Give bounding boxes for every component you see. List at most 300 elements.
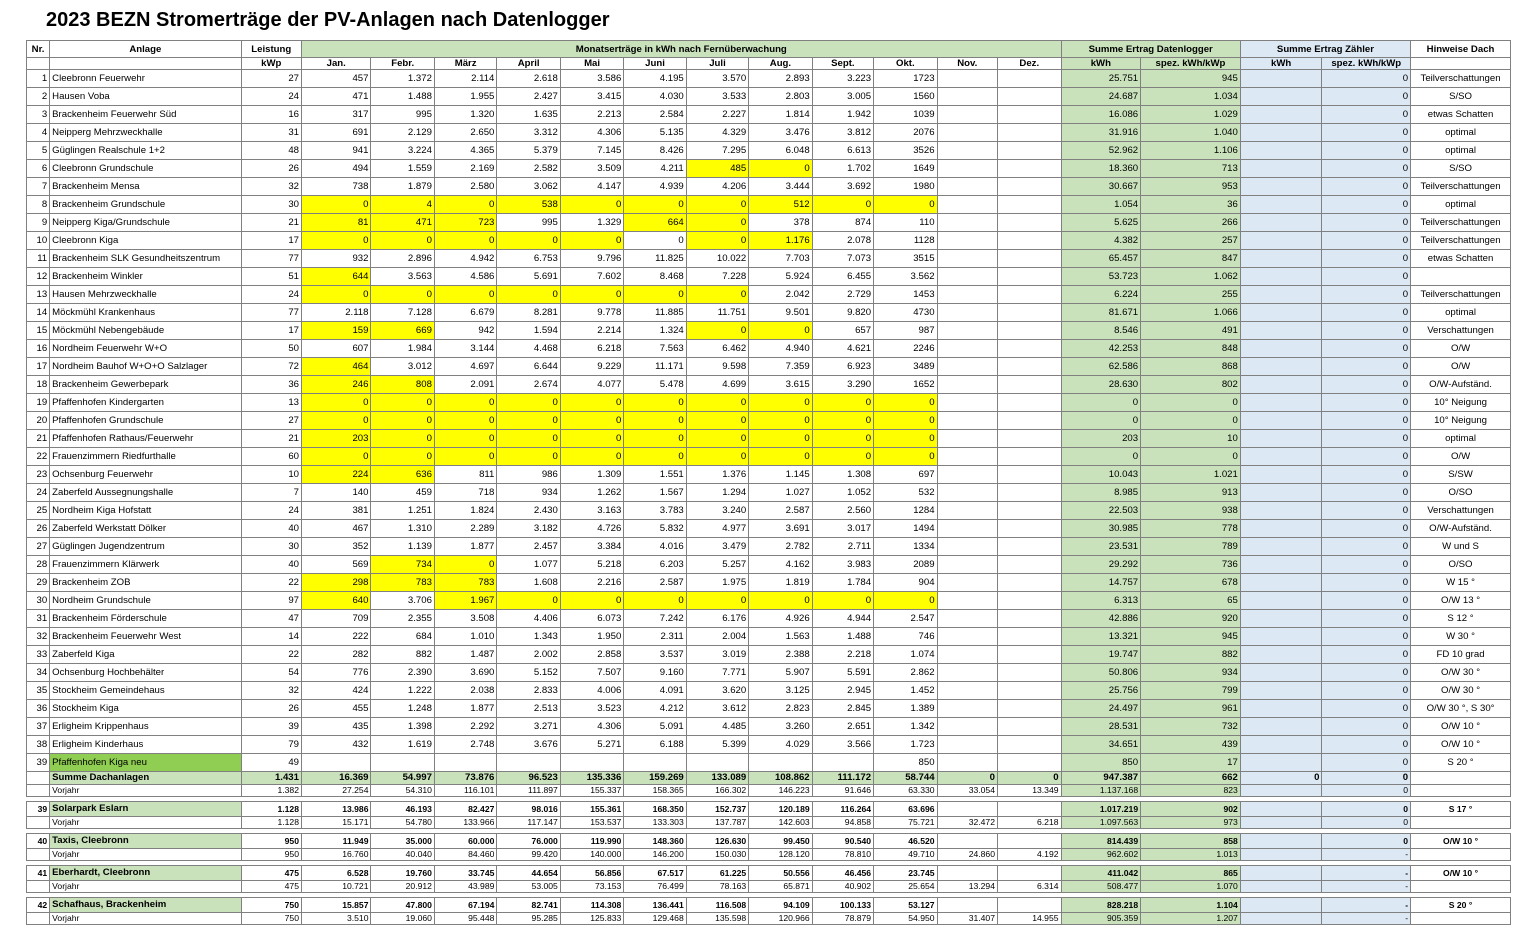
month-value: 82.741 — [497, 898, 560, 913]
sum-meter-kwh — [1240, 538, 1322, 556]
month-value — [997, 286, 1061, 304]
sum-meter-kwh — [1240, 802, 1322, 817]
row-nr: 34 — [27, 664, 50, 682]
month-value: 783 — [371, 574, 434, 592]
month-value: 14.955 — [997, 913, 1061, 925]
table-row — [27, 448, 1511, 466]
month-value: 116.101 — [434, 785, 496, 797]
month-value: 5.257 — [686, 556, 748, 574]
month-value: 1.329 — [560, 214, 623, 232]
roof-note: O/SO — [1411, 556, 1511, 574]
sum-meter-spez: 0 — [1322, 466, 1411, 484]
month-value: 4.091 — [624, 682, 686, 700]
table-row — [27, 358, 1511, 376]
month-value: 13.294 — [937, 881, 997, 893]
month-value: 6.073 — [560, 610, 623, 628]
month-value: 2.803 — [749, 88, 812, 106]
month-value: 0 — [560, 286, 623, 304]
month-value: 11.751 — [686, 304, 748, 322]
month-value: 4.977 — [686, 520, 748, 538]
sum-logger-spez: 1.104 — [1141, 898, 1241, 913]
plant-name: Nordheim Kiga Hofstatt — [50, 502, 241, 520]
month-value: 6.188 — [624, 736, 686, 754]
month-value: 1.635 — [497, 106, 560, 124]
roof-note: Verschattungen — [1411, 502, 1511, 520]
roof-note: optimal — [1411, 304, 1511, 322]
month-value: 3.509 — [560, 160, 623, 178]
month-value: 2.896 — [371, 250, 434, 268]
sum-logger-spez: 713 — [1141, 160, 1241, 178]
sum-meter-kwh — [1240, 834, 1322, 849]
month-value: 640 — [301, 592, 371, 610]
month-value: 5.271 — [560, 736, 623, 754]
plant-name: Frauenzimmern Klärwerk — [50, 556, 241, 574]
sum-logger-spez: 973 — [1141, 817, 1241, 829]
month-value: 0 — [686, 214, 748, 232]
table-row — [27, 394, 1511, 412]
sum-meter-spez: 0 — [1322, 70, 1411, 88]
plant-kwp: 77 — [241, 250, 301, 268]
plant-name: Frauenzimmern Riedfurthalle — [50, 448, 241, 466]
month-value: 46.193 — [371, 802, 434, 817]
month-value: 3.476 — [749, 124, 812, 142]
month-value: 4.016 — [624, 538, 686, 556]
plant-name: Eberhardt, Cleebronn — [50, 866, 241, 881]
month-value: 35.000 — [371, 834, 434, 849]
month-value — [937, 664, 997, 682]
month-value: 2.004 — [686, 628, 748, 646]
month-value: 3.290 — [812, 376, 873, 394]
month-value: 1.942 — [812, 106, 873, 124]
row-nr: 2 — [27, 88, 50, 106]
month-value: 882 — [371, 646, 434, 664]
month-value: 709 — [301, 610, 371, 628]
plant-kwp: 950 — [241, 834, 301, 849]
month-value: 1.488 — [812, 628, 873, 646]
sum-logger-spez: 0 — [1141, 394, 1241, 412]
month-value: 0 — [686, 322, 748, 340]
month-value — [997, 592, 1061, 610]
month-value: 9.820 — [812, 304, 873, 322]
sum-logger-spez: 1.040 — [1141, 124, 1241, 142]
roof-note: O/W 30 ° — [1411, 664, 1511, 682]
month-value: 5.691 — [497, 268, 560, 286]
sum-meter-spez: 0 — [1322, 232, 1411, 250]
month-value: 116.264 — [812, 802, 873, 817]
sum-logger-spez: 953 — [1141, 178, 1241, 196]
month-value: 3.271 — [497, 718, 560, 736]
sum-logger-spez: 662 — [1141, 772, 1241, 785]
month-value: 140 — [301, 484, 371, 502]
table-row — [27, 160, 1511, 178]
month-value — [937, 430, 997, 448]
sum-logger-spez: 0 — [1141, 448, 1241, 466]
month-value — [937, 898, 997, 913]
month-value: 2.213 — [560, 106, 623, 124]
month-value: 995 — [371, 106, 434, 124]
month-value — [937, 802, 997, 817]
sum-logger-spez: 847 — [1141, 250, 1241, 268]
sum-meter-kwh — [1240, 484, 1322, 502]
month-value: 1.814 — [749, 106, 812, 124]
plant-name: Brackenheim Gewerbepark — [50, 376, 241, 394]
month-value: 1.594 — [497, 322, 560, 340]
plant-kwp: 30 — [241, 538, 301, 556]
month-value: 4.485 — [686, 718, 748, 736]
sum-logger-spez: 778 — [1141, 520, 1241, 538]
month-value: 95.448 — [434, 913, 496, 925]
hinweise-header: Hinweise Dach — [1411, 41, 1511, 58]
month-value — [937, 322, 997, 340]
month-value — [937, 70, 997, 88]
plant-kwp: 26 — [241, 700, 301, 718]
sum-logger-header: Summe Ertrag Datenlogger — [1061, 41, 1240, 58]
month-value — [434, 754, 496, 772]
month-value — [997, 124, 1061, 142]
sum-logger-kwh: 62.586 — [1061, 358, 1141, 376]
month-value: 27.254 — [301, 785, 371, 797]
month-value: 1.559 — [371, 160, 434, 178]
month-header-4: Mai — [560, 58, 623, 70]
month-value: 2.584 — [624, 106, 686, 124]
month-value: 49.710 — [874, 849, 937, 861]
sum-meter-kwh — [1240, 340, 1322, 358]
plant-kwp: 30 — [241, 196, 301, 214]
month-value: 2.893 — [749, 70, 812, 88]
sum-logger-spez: 65 — [1141, 592, 1241, 610]
month-value: 146.200 — [624, 849, 686, 861]
row-nr: 7 — [27, 178, 50, 196]
month-value: 4.726 — [560, 520, 623, 538]
plant-kwp: 17 — [241, 322, 301, 340]
month-value: 1.975 — [686, 574, 748, 592]
month-value: 0 — [624, 196, 686, 214]
roof-note: S 20 ° — [1411, 754, 1511, 772]
plant-kwp: 27 — [241, 70, 301, 88]
month-value: 3.224 — [371, 142, 434, 160]
month-value: 1.027 — [749, 484, 812, 502]
month-value: 2.214 — [560, 322, 623, 340]
header-row-2 — [27, 58, 1511, 70]
roof-note: W und S — [1411, 538, 1511, 556]
month-value — [997, 340, 1061, 358]
month-value: 532 — [874, 484, 937, 502]
month-value: 0 — [497, 430, 560, 448]
month-value: 435 — [301, 718, 371, 736]
plant-name: Cleebronn Feuerwehr — [50, 70, 241, 88]
month-value: 1560 — [874, 88, 937, 106]
sum-logger-spez: 1.062 — [1141, 268, 1241, 286]
roof-note: O/W 13 ° — [1411, 592, 1511, 610]
month-value: 142.603 — [749, 817, 812, 829]
sum-meter-kwh — [1240, 358, 1322, 376]
roof-note: S 17 ° — [1411, 802, 1511, 817]
sum-logger-kwh: 24.497 — [1061, 700, 1141, 718]
month-value: 467 — [301, 520, 371, 538]
sum-meter-kwh — [1240, 502, 1322, 520]
month-value: 4 — [371, 196, 434, 214]
month-value: 75.721 — [874, 817, 937, 829]
month-value: 6.218 — [997, 817, 1061, 829]
row-nr: 37 — [27, 718, 50, 736]
month-value: 3.384 — [560, 538, 623, 556]
plant-name: Brackenheim Mensa — [50, 178, 241, 196]
month-value — [937, 304, 997, 322]
plant-kwp: 22 — [241, 574, 301, 592]
sum-meter-spez: 0 — [1322, 196, 1411, 214]
month-value — [371, 754, 434, 772]
month-value: 4.942 — [434, 250, 496, 268]
month-value: 2.862 — [874, 664, 937, 682]
month-value: 6.644 — [497, 358, 560, 376]
table-row — [27, 610, 1511, 628]
month-value: 1494 — [874, 520, 937, 538]
month-value: 76.000 — [497, 834, 560, 849]
month-value: 986 — [497, 466, 560, 484]
month-value: 0 — [812, 448, 873, 466]
month-value — [937, 610, 997, 628]
month-value: 3.537 — [624, 646, 686, 664]
month-value: 129.468 — [624, 913, 686, 925]
sum-logger-spez: 920 — [1141, 610, 1241, 628]
sum-logger-kwh: 1.017.219 — [1061, 802, 1141, 817]
month-value — [997, 484, 1061, 502]
sum-meter-kwh — [1240, 394, 1322, 412]
month-value: 5.832 — [624, 520, 686, 538]
sum-meter-spez: 0 — [1322, 376, 1411, 394]
month-header-9: Okt. — [874, 58, 937, 70]
plant-name: Brackenheim ZOB — [50, 574, 241, 592]
roof-note: S/SW — [1411, 466, 1511, 484]
month-value — [997, 754, 1061, 772]
row-nr: 33 — [27, 646, 50, 664]
sum-logger-kwh: 850 — [1061, 754, 1141, 772]
month-value: 54.780 — [371, 817, 434, 829]
plant-kwp: 60 — [241, 448, 301, 466]
month-value: 746 — [874, 628, 937, 646]
row-nr: 42 — [27, 898, 50, 913]
table-row — [27, 538, 1511, 556]
month-value: 738 — [301, 178, 371, 196]
month-value: 54.950 — [874, 913, 937, 925]
month-value: 0 — [749, 394, 812, 412]
sum-meter-spez: 0 — [1322, 340, 1411, 358]
month-value: 3.812 — [812, 124, 873, 142]
month-value — [812, 754, 873, 772]
month-value: 2.513 — [497, 700, 560, 718]
sum-meter-kwh — [1240, 268, 1322, 286]
roof-note: O/SO — [1411, 484, 1511, 502]
month-value: 459 — [371, 484, 434, 502]
month-value: 2.042 — [749, 286, 812, 304]
roof-note — [1411, 817, 1511, 829]
month-value — [997, 250, 1061, 268]
month-value: 7.242 — [624, 610, 686, 628]
plant-name: Brackenheim Feuerwehr Süd — [50, 106, 241, 124]
month-value: 6.314 — [997, 881, 1061, 893]
sum-logger-kwh: 0 — [1061, 412, 1141, 430]
roof-note: W 30 ° — [1411, 628, 1511, 646]
sum-logger-spez: 802 — [1141, 376, 1241, 394]
month-value: 140.000 — [560, 849, 623, 861]
sum-meter-spez: 0 — [1322, 448, 1411, 466]
sum-meter-kwh — [1240, 849, 1322, 861]
plant-kwp: 1.382 — [241, 785, 301, 797]
sum-meter-kwh — [1240, 250, 1322, 268]
plant-name: Solarpark Eslarn — [50, 802, 241, 817]
month-value: 0 — [497, 286, 560, 304]
month-value: 146.223 — [749, 785, 812, 797]
month-value: 5.379 — [497, 142, 560, 160]
month-value: 7.563 — [624, 340, 686, 358]
month-value: 81 — [301, 214, 371, 232]
sum-logger-kwh: 25.751 — [1061, 70, 1141, 88]
row-nr: 27 — [27, 538, 50, 556]
table-row — [27, 754, 1511, 772]
month-value: 1.052 — [812, 484, 873, 502]
month-value: 4.939 — [624, 178, 686, 196]
plant-name: Stockheim Kiga — [50, 700, 241, 718]
month-value: 2.216 — [560, 574, 623, 592]
page-title: 2023 BEZN Stromerträge der PV-Anlagen nach Datenlogger — [46, 9, 610, 31]
sum-logger-kwh: 14.757 — [1061, 574, 1141, 592]
sum-meter-spez: 0 — [1322, 268, 1411, 286]
month-value: 4.468 — [497, 340, 560, 358]
month-value: 4.306 — [560, 124, 623, 142]
month-value: 8.468 — [624, 268, 686, 286]
sum-logger-kwh: 203 — [1061, 430, 1141, 448]
month-value — [937, 538, 997, 556]
sum-logger-kwh: 10.043 — [1061, 466, 1141, 484]
month-value: 850 — [874, 754, 937, 772]
month-value: 8.426 — [624, 142, 686, 160]
sum-logger-kwh: 81.671 — [1061, 304, 1141, 322]
plant-name: Vorjahr — [50, 849, 241, 861]
sum-logger-kwh: 65.457 — [1061, 250, 1141, 268]
park-prev-row — [27, 881, 1511, 893]
month-value: 224 — [301, 466, 371, 484]
month-value: 135.336 — [560, 772, 623, 785]
month-value: 3526 — [874, 142, 937, 160]
month-value: 1.984 — [371, 340, 434, 358]
month-value: 4.077 — [560, 376, 623, 394]
month-value: 5.399 — [686, 736, 748, 754]
roof-note: O/W 10 ° — [1411, 834, 1511, 849]
month-value: 4.147 — [560, 178, 623, 196]
month-value: 1.324 — [624, 322, 686, 340]
month-value: 6.613 — [812, 142, 873, 160]
month-value: 0 — [434, 448, 496, 466]
plant-kwp: 21 — [241, 430, 301, 448]
park-prev-row — [27, 849, 1511, 861]
plant-kwp: 24 — [241, 502, 301, 520]
sum-logger-kwh: 34.651 — [1061, 736, 1141, 754]
month-value: 3.620 — [686, 682, 748, 700]
row-nr: 39 — [27, 802, 50, 817]
month-value — [997, 196, 1061, 214]
month-value: 1.376 — [686, 466, 748, 484]
month-value: 0 — [371, 232, 434, 250]
sum-meter-spez: 0 — [1322, 250, 1411, 268]
month-value — [997, 430, 1061, 448]
plant-kwp: 97 — [241, 592, 301, 610]
plant-kwp: 72 — [241, 358, 301, 376]
month-value: 90.540 — [812, 834, 873, 849]
sum-meter-spez: 0 — [1322, 322, 1411, 340]
month-value: 3.508 — [434, 610, 496, 628]
month-value: 133.303 — [624, 817, 686, 829]
sum-meter-kwh — [1240, 866, 1322, 881]
plant-name: Nordheim Bauhof W+O+O Salzlager — [50, 358, 241, 376]
month-value: 246 — [301, 376, 371, 394]
table-row — [27, 196, 1511, 214]
month-value: 0 — [749, 160, 812, 178]
row-nr: 12 — [27, 268, 50, 286]
roof-note: 10° Neigung — [1411, 412, 1511, 430]
month-value — [937, 376, 997, 394]
sum-meter-spez: 0 — [1322, 502, 1411, 520]
sum-logger-spez: 1.013 — [1141, 849, 1241, 861]
sum-meter-spez: - — [1322, 913, 1411, 925]
month-value: 5.924 — [749, 268, 812, 286]
month-header-8: Sept. — [812, 58, 873, 70]
sum-meter-kwh — [1240, 106, 1322, 124]
month-value: 0 — [624, 592, 686, 610]
month-value: 159 — [301, 322, 371, 340]
month-value: 2.218 — [812, 646, 873, 664]
month-value: 136.441 — [624, 898, 686, 913]
month-value: 987 — [874, 322, 937, 340]
month-value: 1.824 — [434, 502, 496, 520]
table-row — [27, 520, 1511, 538]
sum-meter-kwh — [1240, 322, 1322, 340]
month-value: 0 — [624, 286, 686, 304]
sum-logger-spez: 1.207 — [1141, 913, 1241, 925]
row-nr: 19 — [27, 394, 50, 412]
month-value: 995 — [497, 214, 560, 232]
table-row — [27, 718, 1511, 736]
roof-note: O/W 10 ° — [1411, 736, 1511, 754]
month-header-2: März — [434, 58, 496, 70]
sum-meter-kwh — [1240, 70, 1322, 88]
sum-logger-spez-unit: spez. kWh/kWp — [1141, 58, 1241, 70]
hinweise-unit — [1411, 58, 1511, 70]
plant-kwp: 475 — [241, 866, 301, 881]
table-row — [27, 286, 1511, 304]
sum-logger-spez: 902 — [1141, 802, 1241, 817]
month-value: 941 — [301, 142, 371, 160]
month-value: 11.171 — [624, 358, 686, 376]
plant-kwp: 32 — [241, 682, 301, 700]
month-value: 0 — [434, 394, 496, 412]
roof-note: FD 10 grad — [1411, 646, 1511, 664]
roof-note: W 15 ° — [1411, 574, 1511, 592]
table-row — [27, 574, 1511, 592]
plant-kwp: 36 — [241, 376, 301, 394]
month-value: 65.871 — [749, 881, 812, 893]
month-value: 32.472 — [937, 817, 997, 829]
plant-kwp: 950 — [241, 849, 301, 861]
row-nr: 28 — [27, 556, 50, 574]
month-value: 0 — [434, 556, 496, 574]
roof-note: Teilverschattungen — [1411, 178, 1511, 196]
month-value: 2.858 — [560, 646, 623, 664]
sum-meter-kwh — [1240, 196, 1322, 214]
month-value: 7.073 — [812, 250, 873, 268]
month-value: 5.907 — [749, 664, 812, 682]
month-value: 114.308 — [560, 898, 623, 913]
month-value: 2.038 — [434, 682, 496, 700]
